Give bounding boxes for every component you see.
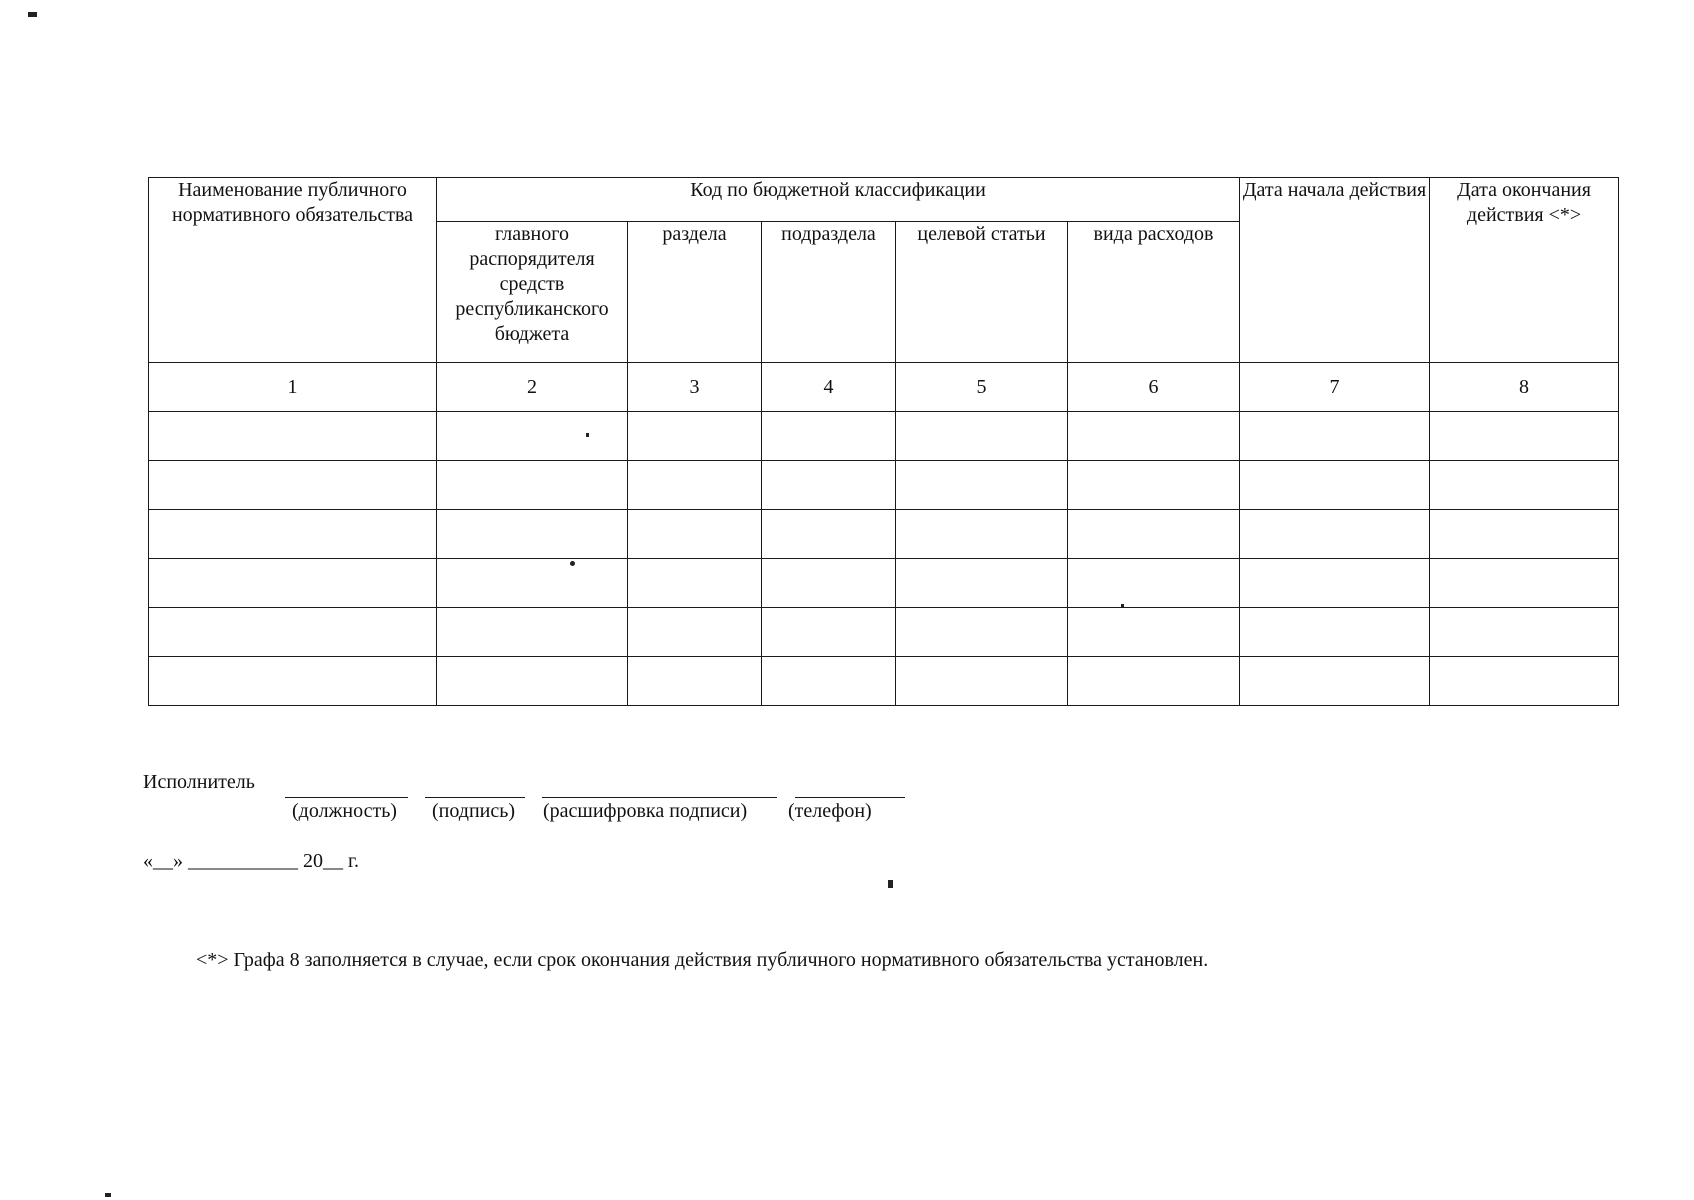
table-cell[interactable] [762,412,896,461]
header-start-date: Дата начала действия [1240,178,1430,363]
table-cell[interactable] [1068,608,1240,657]
table-cell[interactable] [1430,461,1619,510]
table-cell[interactable] [149,461,437,510]
table-row [149,461,1619,510]
scan-speck [888,880,893,888]
table-cell[interactable] [628,657,762,706]
table-cell[interactable] [762,559,896,608]
table-cell[interactable] [628,412,762,461]
table-cell[interactable] [762,657,896,706]
header-row-top [149,178,1619,222]
footnote: <*> Графа 8 заполняется в случае, если срок окончания действия публичного нормативного обязательства установлен. [196,949,1209,971]
decoding-blank[interactable] [542,797,777,798]
table-cell[interactable] [1240,461,1430,510]
column-number: 7 [1240,363,1430,412]
header-expense-type: вида расходов [1068,222,1240,363]
column-number: 8 [1430,363,1619,412]
header-section: раздела [628,222,762,363]
table-row [149,412,1619,461]
table-cell[interactable] [437,608,628,657]
table-cell[interactable] [149,412,437,461]
table-cell[interactable] [896,608,1068,657]
table-cell[interactable] [1240,559,1430,608]
obligations-table [148,177,1619,706]
header-budget-code: Код по бюджетной классификации [437,178,1240,222]
table-cell[interactable] [1068,412,1240,461]
header-subsection: подраздела [762,222,896,363]
table-cell[interactable] [437,510,628,559]
column-number: 1 [149,363,437,412]
table-cell[interactable] [1068,657,1240,706]
table-cell[interactable] [896,461,1068,510]
table-cell[interactable] [437,559,628,608]
table-cell[interactable] [437,412,628,461]
table-cell[interactable] [628,559,762,608]
table-cell[interactable] [762,461,896,510]
table-cell[interactable] [1240,657,1430,706]
column-number: 3 [628,363,762,412]
table-cell[interactable] [762,608,896,657]
table-cell[interactable] [149,510,437,559]
table-cell[interactable] [896,412,1068,461]
scan-speck [28,12,37,17]
table-cell[interactable] [437,657,628,706]
table-cell[interactable] [762,510,896,559]
column-number: 6 [1068,363,1240,412]
column-number: 4 [762,363,896,412]
signature-caption: (подпись) [432,800,516,822]
table-cell[interactable] [628,510,762,559]
table-cell[interactable] [628,608,762,657]
table-cell[interactable] [1068,510,1240,559]
phone-caption: (телефон) [788,800,872,822]
table-cell[interactable] [1430,657,1619,706]
table-cell[interactable] [628,461,762,510]
table-cell[interactable] [1430,412,1619,461]
column-number-row [149,363,1619,412]
column-number: 2 [437,363,628,412]
table-cell[interactable] [1430,510,1619,559]
header-main-manager: главного распорядителя средств республиканского бюджета [437,222,628,363]
table-cell[interactable] [1430,559,1619,608]
date-line: «__» ___________ 20__ г. [143,850,359,872]
position-caption: (должность) [292,800,397,822]
table-cell[interactable] [1240,510,1430,559]
table-row [149,559,1619,608]
signature-blank[interactable] [425,797,525,798]
table-cell[interactable] [1240,608,1430,657]
decoding-caption: (расшифровка подписи) [543,800,748,822]
phone-blank[interactable] [795,797,905,798]
table-body [149,412,1619,706]
header-target-article: целевой статьи [896,222,1068,363]
table-cell[interactable] [149,559,437,608]
table-cell[interactable] [149,657,437,706]
header-name: Наименование публичного нормативного обязательства [149,178,437,363]
executor-label: Исполнитель [143,771,255,793]
table-cell[interactable] [896,657,1068,706]
table-cell[interactable] [1068,461,1240,510]
position-blank[interactable] [285,797,408,798]
table-row [149,608,1619,657]
table-cell[interactable] [1430,608,1619,657]
table-cell[interactable] [896,510,1068,559]
table-cell[interactable] [1068,559,1240,608]
table-cell[interactable] [896,559,1068,608]
table-cell[interactable] [437,461,628,510]
header-end-date: Дата окончания действия <*> [1430,178,1619,363]
scan-speck [105,1193,111,1197]
table-row [149,657,1619,706]
column-number: 5 [896,363,1068,412]
table-cell[interactable] [1240,412,1430,461]
table-row [149,510,1619,559]
table-cell[interactable] [149,608,437,657]
